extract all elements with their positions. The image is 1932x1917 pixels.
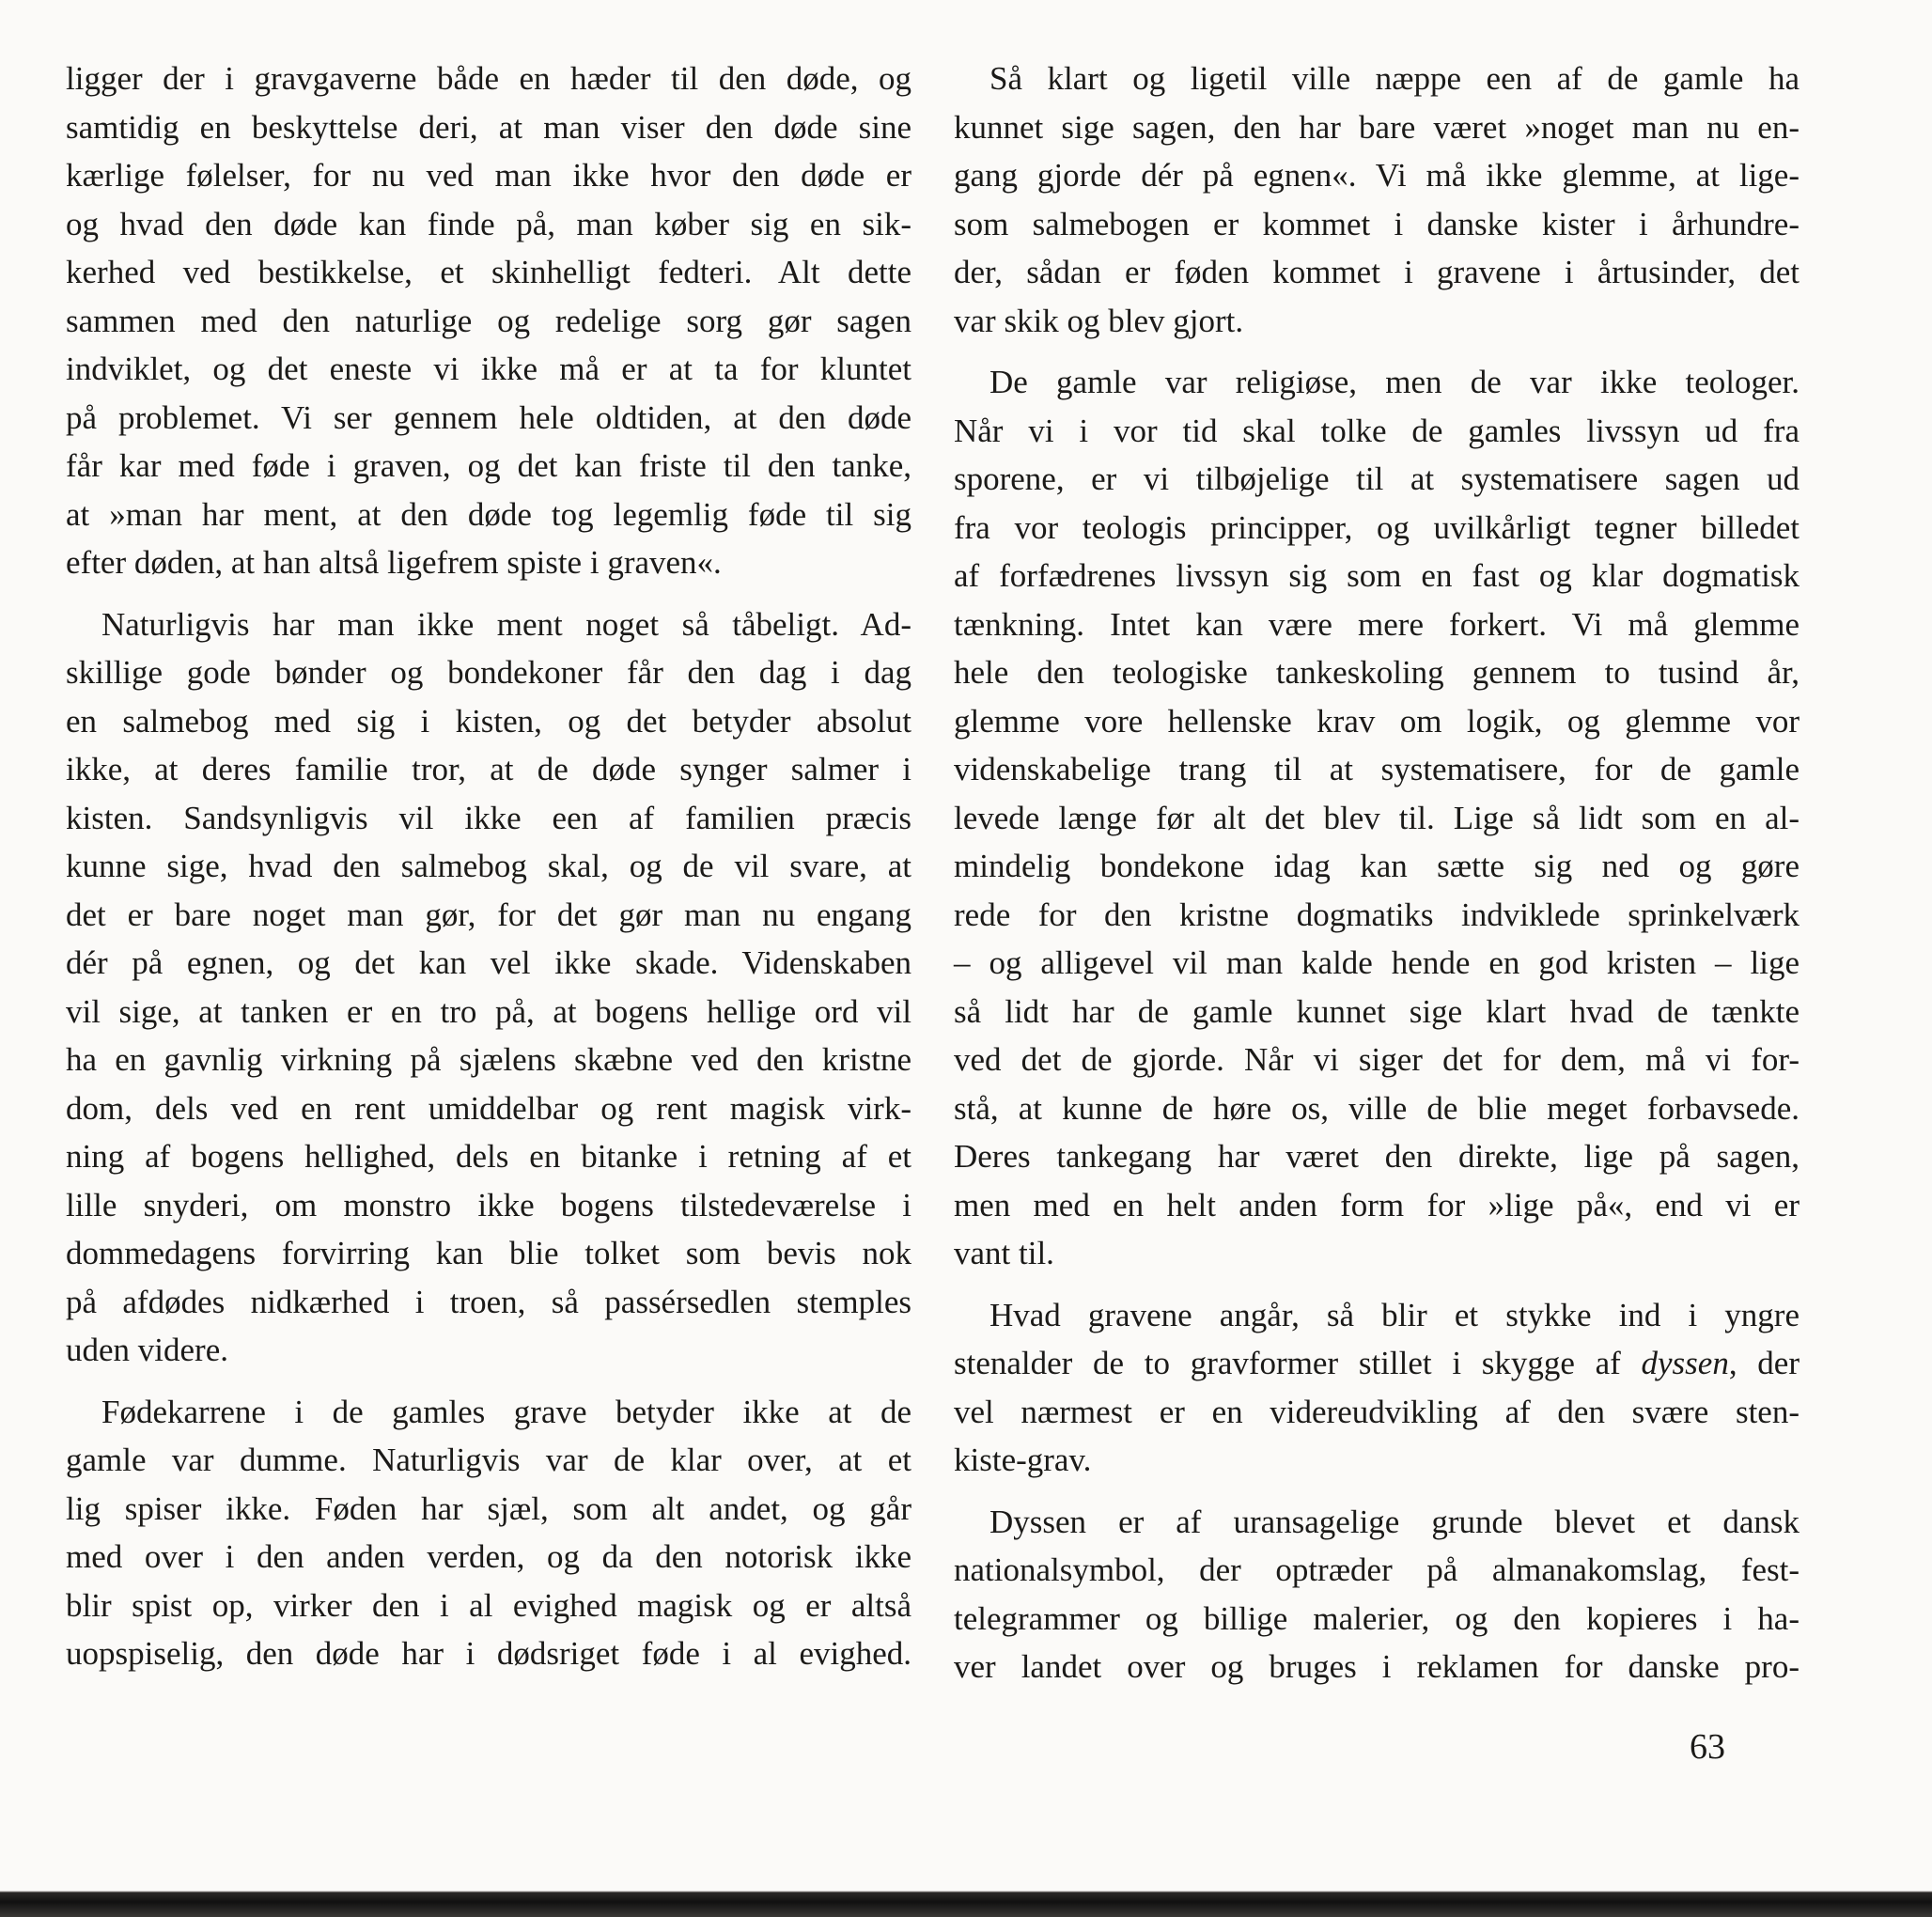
- text-line: tænkning. Intet kan være mere forkert. Vi må glemme: [954, 605, 1800, 643]
- text-line: Naturligvis har man ikke ment noget så tåbeligt. Ad-: [101, 605, 911, 643]
- text-line: glemme vore hellenske krav om logik, og glemme vor: [954, 702, 1800, 740]
- text-line: fra vor teologis principper, og uvilkårligt tegner billedet: [954, 508, 1800, 546]
- text-line: Hvad gravene angår, så blir et stykke ind i yngre: [989, 1296, 1800, 1333]
- text-line: med over i den anden verden, og da den notorisk ikke: [66, 1538, 911, 1575]
- text-line: mindelig bondekone idag kan sætte sig ned og gøre: [954, 848, 1800, 884]
- text-line: var skik og blev gjort.: [954, 302, 1244, 339]
- text-line: uopspiselig, den døde har i dødsriget føde i al evighed.: [66, 1635, 911, 1672]
- text-line: ligger der i gravgaverne både en hæder til den døde, og: [66, 60, 911, 97]
- text-line: vil sige, at tanken er en tro på, at bogens hellige ord vil: [66, 992, 911, 1030]
- emphasized-term: dyssen: [1641, 1345, 1729, 1381]
- text-line: får kar med føde i graven, og det kan friste til den tanke,: [66, 447, 911, 484]
- text-line: kerhed ved bestikkelse, et skinhelligt fedteri. Alt dette: [66, 254, 911, 290]
- text-line: at »man har ment, at den døde tog legemlig føde til sig: [66, 495, 911, 533]
- text-line: gang gjorde dér på egnen«. Vi må ikke glemme, at lige-: [954, 157, 1800, 194]
- paragraph: [954, 55, 1800, 345]
- text-line: gamle var dumme. Naturligvis var de klar over, at et: [66, 1442, 911, 1478]
- page-number: 63: [1690, 1727, 1725, 1767]
- text-line: sammen med den naturlige og redelige sorg gør sagen: [66, 302, 911, 339]
- text-line: dommedagens forvirring kan blie tolket som bevis nok: [66, 1235, 911, 1271]
- page-bottom-edge: [0, 1881, 1932, 1917]
- text-line: på afdødes nidkærhed i troen, så passérsedlen stemples: [66, 1283, 911, 1320]
- text-line: levede længe før alt det blev til. Lige så lidt som en al-: [954, 799, 1800, 836]
- text-line: stå, at kunne de høre os, ville de blie meget forbavsede.: [954, 1089, 1800, 1127]
- text-line: samtidig en beskyttelse deri, at man viser den døde sine: [66, 108, 911, 146]
- paragraph: [954, 1498, 1800, 1691]
- text-line: skillige gode bønder og bondekoner får den dag i dag: [66, 654, 911, 691]
- text-line: indviklet, og det eneste vi ikke må er at ta for kluntet: [66, 351, 911, 387]
- paragraph: [66, 1388, 911, 1678]
- text-line: der, sådan er føden kommet i gravene i årtusinder, det: [954, 254, 1800, 290]
- text-line: dér på egnen, og det kan vel ikke skade. Videnskaben: [66, 944, 911, 981]
- text-line: vant til.: [954, 1235, 1054, 1271]
- paragraph: [66, 600, 911, 1375]
- paragraph: [954, 1291, 1800, 1485]
- text-line: blir spist op, virker den i al evighed magisk og er altså: [66, 1586, 911, 1624]
- text-line: som salmebogen er kommet i danske kister i århundre-: [954, 205, 1800, 242]
- text-line: men med en helt anden form for »lige på«, end vi er: [954, 1186, 1800, 1223]
- text-line: rede for den kristne dogmatiks indviklede sprinkelværk: [954, 896, 1800, 933]
- text-line: dom, dels ved en rent umiddelbar og rent magisk virk-: [66, 1089, 911, 1127]
- text-line: så lidt har de gamle kunnet sige klart hvad de tænkte: [954, 992, 1800, 1030]
- text-line: videnskabelige trang til at systematisere, for de gamle: [954, 751, 1800, 787]
- text-line: ikke, at deres familie tror, at de døde synger salmer i: [66, 751, 911, 787]
- text-line: Så klart og ligetil ville næppe een af de gamle ha: [989, 60, 1800, 97]
- text-line: kiste-grav.: [954, 1442, 1092, 1478]
- right-text-column: [954, 55, 1800, 1705]
- text-line: hele den teologiske tankeskoling gennem to tusind år,: [954, 654, 1800, 691]
- text-line: kisten. Sandsynligvis vil ikke een af familien præcis: [66, 799, 911, 836]
- text-line: lille snyderi, om monstro ikke bogens tilstedeværelse i: [66, 1186, 911, 1223]
- text-line: kunne sige, hvad den salmebog skal, og de vil svare, at: [66, 848, 911, 884]
- text-line: det er bare noget man gør, for det gør man nu engang: [66, 896, 911, 933]
- text-line: lig spiser ikke. Føden har sjæl, som alt andet, og går: [66, 1489, 911, 1527]
- text-line: stenalder de to gravformer stillet i skygge af dyssen, der: [954, 1345, 1800, 1381]
- text-line: af forfædrenes livssyn sig som en fast og klar dogmatisk: [954, 557, 1800, 594]
- text-line: og hvad den døde kan finde på, man køber sig en sik-: [66, 205, 911, 242]
- left-text-column: [66, 55, 911, 1691]
- text-line: ved det de gjorde. Når vi siger det for dem, må vi for-: [954, 1041, 1800, 1078]
- text-line: telegrammer og billige malerier, og den kopieres i ha-: [954, 1599, 1800, 1637]
- text-line: en salmebog med sig i kisten, og det betyder absolut: [66, 702, 911, 740]
- text-line: ver landet over og bruges i reklamen for danske pro-: [954, 1648, 1800, 1685]
- text-line: Dyssen er af uransagelige grunde blevet et dansk: [989, 1503, 1800, 1540]
- text-line: kunnet sige sagen, den har bare været »noget man nu en-: [954, 108, 1800, 146]
- text-line: Fødekarrene i de gamles grave betyder ikke at de: [101, 1393, 911, 1430]
- paragraph: [954, 358, 1800, 1278]
- text-line: ha en gavnlig virkning på sjælens skæbne ved den kristne: [66, 1041, 911, 1078]
- text-line: efter døden, at han altså ligefrem spiste i graven«.: [66, 544, 722, 581]
- text-line: sporene, er vi tilbøjelige til at systematisere sagen ud: [954, 460, 1800, 497]
- text-line: vel nærmest er en videreudvikling af den svære sten-: [954, 1393, 1800, 1430]
- text-line: kærlige følelser, for nu ved man ikke hvor den døde er: [66, 157, 911, 194]
- text-line: ning af bogens hellighed, dels en bitanke i retning af et: [66, 1138, 911, 1175]
- paragraph: [66, 55, 911, 587]
- text-line: De gamle var religiøse, men de var ikke teologer.: [989, 364, 1800, 400]
- text-line: – og alligevel vil man kalde hende en god kristen – lige: [954, 944, 1800, 981]
- text-line: på problemet. Vi ser gennem hele oldtiden, at den døde: [66, 398, 911, 436]
- text-line: Når vi i vor tid skal tolke de gamles livssyn ud fra: [954, 412, 1800, 449]
- text-line: Deres tankegang har været den direkte, lige på sagen,: [954, 1138, 1800, 1175]
- text-line: uden videre.: [66, 1332, 228, 1368]
- text-line: nationalsymbol, der optræder på almanakomslag, fest-: [954, 1551, 1800, 1588]
